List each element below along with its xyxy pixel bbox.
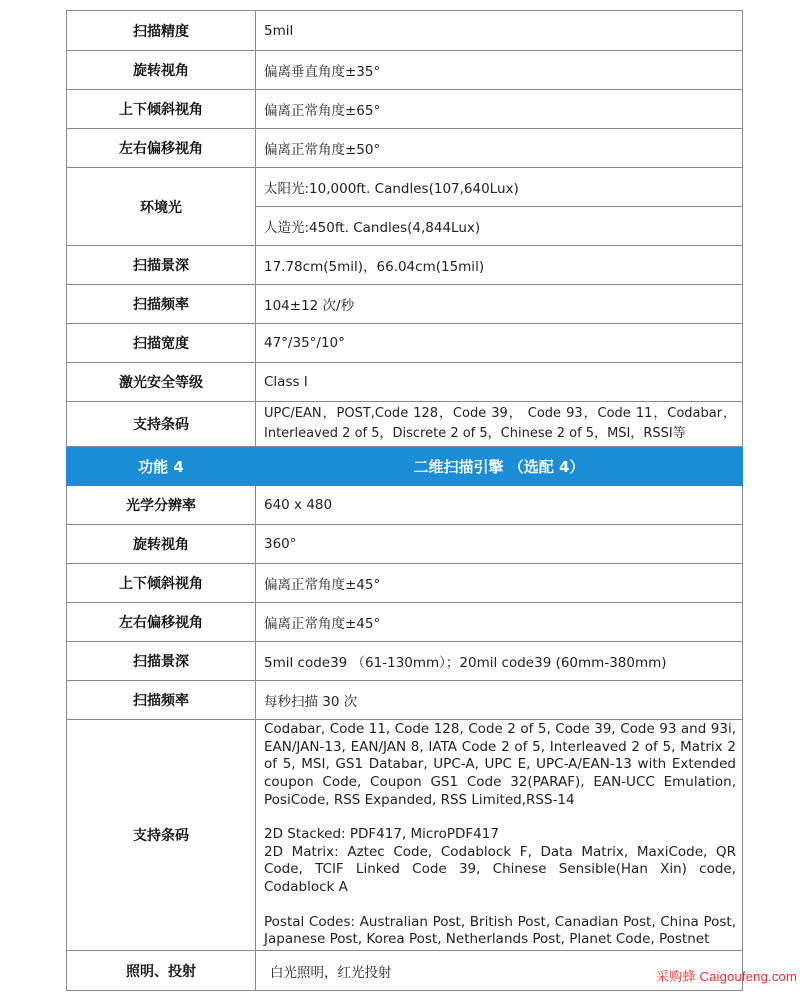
watermark: 采购蜂 Caigoufeng.com — [656, 969, 797, 984]
row-value: 白光照明，红光投射 — [256, 951, 743, 991]
table-row — [67, 486, 743, 525]
row-label: 扫描景深 — [67, 246, 256, 285]
row-value: 人造光:450ft. Candles(4,844Lux) — [256, 207, 743, 246]
row-label: 环境光 — [67, 168, 256, 246]
barcode-linear-text: Codabar, Code 11, Code 128, Code 2 of 5, Code 39, Code 93 and 93i, EAN/JAN-13, EAN/JAN 8, IATA Code 2 of 5, Interleaved 2 of 5, Matrix 2 of 5, MSI, GS1 Databar, UPC-A, UPC E, UPC-A/EAN-13 with Extended coupon Code, Coupon GS1 Code 32(PARAF), EAN-UCC Emulation, PosiCode, RSS Expanded, RSS Limited,RSS-14 — [264, 721, 736, 808]
table-row — [67, 720, 743, 951]
spec-table — [66, 10, 743, 991]
table-row — [67, 246, 743, 285]
table-row — [67, 642, 743, 681]
table-row — [67, 363, 743, 402]
row-value: 104±12 次/秒 — [256, 285, 743, 324]
row-label: 扫描宽度 — [67, 324, 256, 363]
table-row — [67, 564, 743, 603]
row-label: 支持条码 — [67, 402, 256, 447]
barcode-matrix-text: 2D Matrix: Aztec Code, Codablock F, Data Matrix, MaxiCode, QR Code, TCIF Linked Code 39, Chinese Sensible(Han Xin) code, Codablock A — [264, 843, 736, 895]
row-value: 每秒扫描 30 次 — [256, 681, 743, 720]
table-row — [67, 90, 743, 129]
row-value: UPC/EAN，POST,Code 128，Code 39， Code 93，Code 11，Codabar，Interleaved 2 of 5，Discrete 2 of 5，Chinese 2 of 5，MSI，RSSI等 — [256, 402, 743, 447]
section-header-title: 二维扫描引擎 （选配 4） — [256, 447, 743, 486]
row-label: 旋转视角 — [67, 51, 256, 90]
table-row — [67, 51, 743, 90]
row-label: 旋转视角 — [67, 525, 256, 564]
row-label: 扫描精度 — [67, 11, 256, 51]
row-value: 偏离正常角度±45° — [256, 564, 743, 603]
row-value: 偏离垂直角度±35° — [256, 51, 743, 90]
section-header — [67, 447, 743, 486]
row-value: 360° — [256, 525, 743, 564]
row-label: 照明、投射 — [67, 951, 256, 991]
table-row — [67, 402, 743, 447]
table-row — [67, 603, 743, 642]
row-label: 左右偏移视角 — [67, 603, 256, 642]
row-value: 5mil code39 （61-130mm）；20mil code39 (60mm-380mm) — [256, 642, 743, 681]
row-value: 偏离正常角度±50° — [256, 129, 743, 168]
row-label: 激光安全等级 — [67, 363, 256, 402]
barcode-stacked-text: 2D Stacked: PDF417, MicroPDF417 — [264, 826, 499, 843]
barcode-list — [256, 720, 743, 951]
row-value: 太阳光:10,000ft. Candles(107,640Lux) — [256, 168, 743, 207]
table-row — [67, 951, 743, 991]
row-label: 光学分辨率 — [67, 486, 256, 525]
row-label: 扫描频率 — [67, 285, 256, 324]
row-label: 上下倾斜视角 — [67, 90, 256, 129]
row-label: 扫描景深 — [67, 642, 256, 681]
row-value: 47°/35°/10° — [256, 324, 743, 363]
section-header-label: 功能 4 — [67, 447, 256, 486]
row-label: 扫描频率 — [67, 681, 256, 720]
table-row — [67, 129, 743, 168]
row-value: 偏离正常角度±45° — [256, 603, 743, 642]
table-row — [67, 285, 743, 324]
table-row — [67, 11, 743, 51]
row-label: 上下倾斜视角 — [67, 564, 256, 603]
row-value: 640 x 480 — [256, 486, 743, 525]
row-value: 5mil — [256, 11, 743, 51]
row-value: Class I — [256, 363, 743, 402]
table-row — [67, 324, 743, 363]
row-label: 左右偏移视角 — [67, 129, 256, 168]
barcode-postal-text: Postal Codes: Australian Post, British Post, Canadian Post, China Post, Japanese Post, Korea Post, Netherlands Post, Planet Code, Postnet — [264, 913, 736, 948]
row-label: 支持条码 — [67, 720, 256, 951]
table-row — [67, 681, 743, 720]
table-row — [67, 168, 743, 207]
table-row — [67, 525, 743, 564]
row-value: 17.78cm(5mil)，66.04cm(15mil) — [256, 246, 743, 285]
row-value: 偏离正常角度±65° — [256, 90, 743, 129]
